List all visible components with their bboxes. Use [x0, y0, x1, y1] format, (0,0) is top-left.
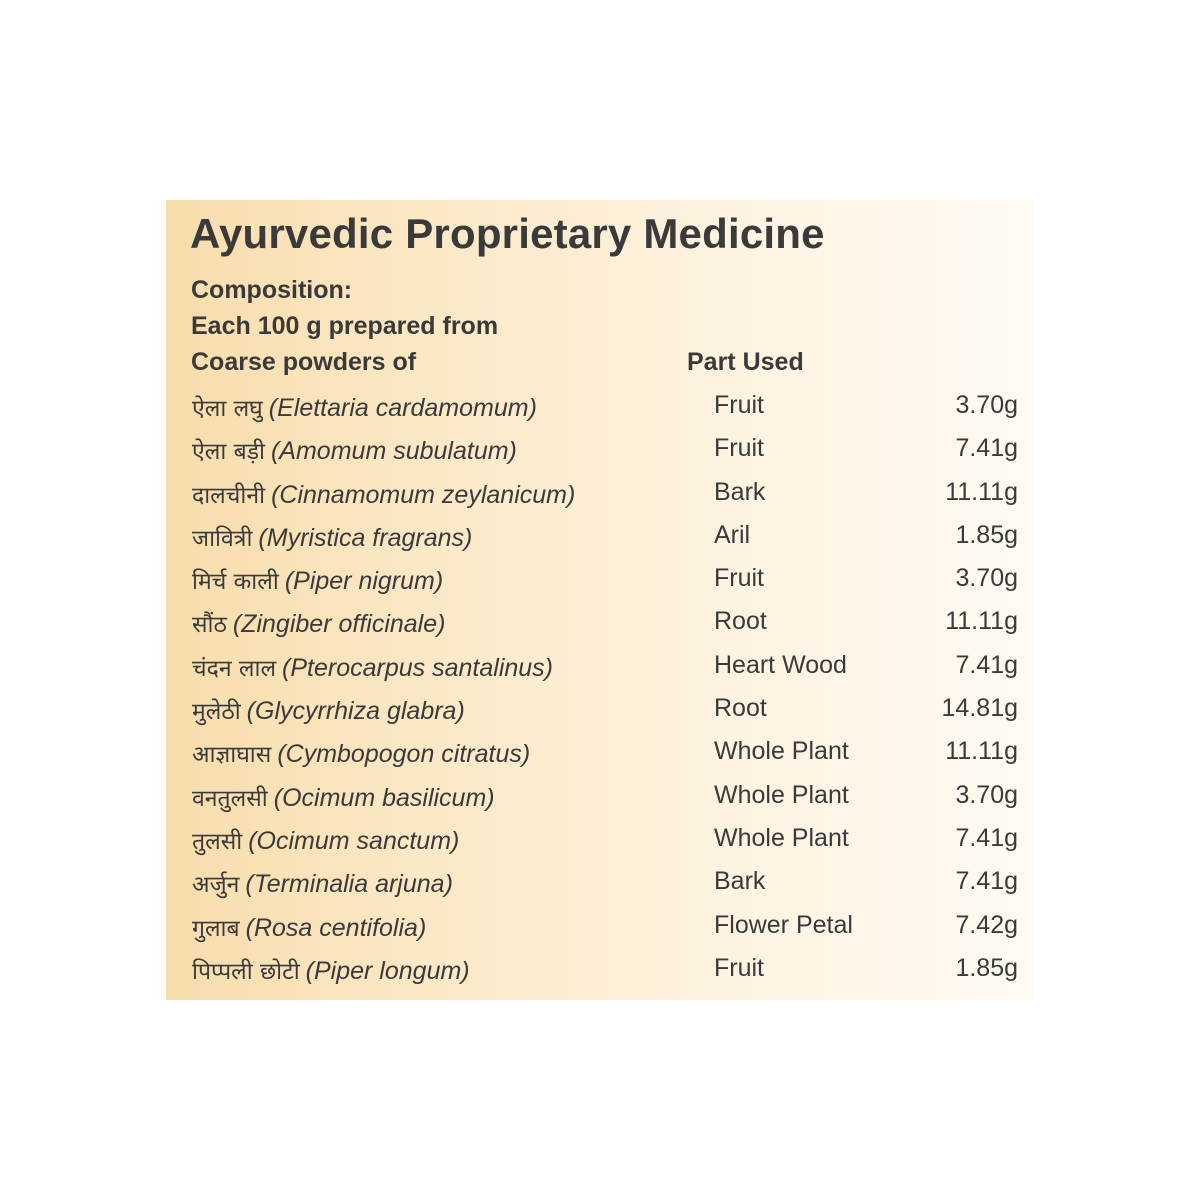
- ingredient-name: [192, 954, 470, 986]
- ingredient-hindi-name: सौंठ: [192, 612, 227, 639]
- ingredient-quantity: 3.70g: [955, 564, 1018, 593]
- composition-label-card: [166, 200, 1034, 1000]
- ingredient-row: [166, 688, 1034, 731]
- ingredient-part-used: Fruit: [714, 391, 764, 419]
- ingredients-column-header: Coarse powders of: [191, 348, 417, 376]
- ingredient-part-used: Whole Plant: [714, 737, 849, 766]
- ingredient-hindi-name: ऐला बड़ी: [192, 439, 265, 466]
- ingredient-part-used: Bark: [714, 477, 766, 506]
- ingredient-row: [166, 731, 1034, 774]
- ingredient-hindi-name: अर्जुन: [192, 872, 240, 899]
- ingredient-hindi-name: मिर्च काली: [192, 569, 279, 596]
- ingredient-row: [166, 428, 1034, 471]
- ingredient-hindi-name: जावित्री: [192, 525, 253, 552]
- ingredient-quantity: 7.41g: [955, 650, 1018, 679]
- ingredient-botanical-name: (Amomum subulatum): [270, 437, 517, 466]
- ingredient-quantity: 7.42g: [955, 910, 1018, 939]
- ingredient-name: [192, 824, 459, 856]
- ingredient-quantity: 3.70g: [955, 780, 1018, 809]
- ingredient-part-used: Bark: [714, 867, 766, 896]
- ingredient-name: [192, 651, 553, 683]
- ingredient-botanical-name: (Cymbopogon citratus): [277, 740, 531, 769]
- ingredient-part-used: Fruit: [714, 564, 764, 593]
- ingredient-quantity: 1.85g: [955, 520, 1018, 549]
- ingredient-row: [166, 601, 1034, 644]
- ingredient-row: [166, 515, 1034, 558]
- label-title: Ayurvedic Proprietary Medicine: [190, 210, 825, 257]
- ingredient-row: [166, 905, 1034, 948]
- ingredient-part-used: Root: [714, 694, 767, 723]
- ingredient-name: [192, 564, 443, 596]
- ingredient-hindi-name: दालचीनी: [192, 482, 266, 509]
- ingredient-hindi-name: पिप्पली छोटी: [192, 958, 300, 985]
- ingredient-hindi-name: वनतुलसी: [192, 785, 268, 812]
- ingredient-botanical-name: (Ocimum sanctum): [248, 826, 460, 855]
- ingredient-botanical-name: (Piper nigrum): [284, 567, 444, 596]
- ingredient-name: [192, 867, 453, 899]
- ingredient-part-used: Whole Plant: [714, 780, 849, 809]
- ingredient-row: [166, 645, 1034, 688]
- ingredient-row: [166, 818, 1034, 861]
- ingredient-botanical-name: (Rosa centifolia): [245, 913, 427, 942]
- ingredient-row: [166, 775, 1034, 818]
- ingredient-name: [192, 607, 445, 639]
- ingredient-name: [192, 781, 495, 813]
- ingredient-part-used: Whole Plant: [714, 823, 849, 852]
- composition-heading: Composition:: [191, 276, 353, 304]
- ingredient-name: [192, 478, 575, 510]
- ingredient-botanical-name: (Cinnamomum zeylanicum): [271, 480, 576, 509]
- ingredient-hindi-name: तुलसी: [192, 828, 243, 855]
- ingredient-part-used: Heart Wood: [714, 650, 847, 679]
- ingredient-quantity: 11.11g: [945, 737, 1018, 766]
- basis-line: Each 100 g prepared from: [191, 312, 499, 340]
- ingredient-row: [166, 558, 1034, 601]
- ingredient-part-used: Flower Petal: [714, 910, 853, 939]
- ingredient-hindi-name: चंदन लाल: [192, 655, 277, 682]
- ingredient-botanical-name: (Glycyrrhiza glabra): [246, 697, 465, 726]
- ingredient-row: [166, 861, 1034, 904]
- ingredient-list: [166, 385, 1034, 991]
- ingredient-quantity: 11.11g: [945, 607, 1018, 636]
- ingredient-botanical-name: (Myristica fragrans): [258, 523, 473, 552]
- ingredient-row: [166, 472, 1034, 515]
- ingredient-part-used: Aril: [714, 520, 751, 549]
- ingredient-quantity: 11.11g: [945, 477, 1018, 506]
- ingredient-hindi-name: ऐला लघु: [192, 396, 263, 422]
- ingredient-quantity: 7.41g: [955, 823, 1018, 852]
- ingredient-botanical-name: (Ocimum basilicum): [273, 783, 495, 812]
- ingredient-part-used: Root: [714, 607, 767, 636]
- ingredient-row: [166, 948, 1034, 991]
- ingredient-botanical-name: (Elettaria cardamomum): [268, 394, 537, 422]
- ingredient-hindi-name: गुलाब: [192, 915, 240, 942]
- ingredient-name: [192, 434, 517, 466]
- ingredient-quantity: 1.85g: [955, 953, 1018, 982]
- ingredient-botanical-name: (Zingiber officinale): [232, 610, 446, 639]
- ingredient-name: [192, 911, 426, 943]
- ingredient-botanical-name: (Terminalia arjuna): [245, 870, 453, 899]
- ingredient-quantity: 14.81g: [941, 694, 1018, 723]
- ingredient-row: [166, 385, 1034, 428]
- ingredient-part-used: Fruit: [714, 953, 764, 982]
- ingredient-botanical-name: (Piper longum): [305, 956, 470, 985]
- ingredient-hindi-name: आज्ञाघास: [192, 742, 272, 769]
- ingredient-quantity: 3.70g: [955, 391, 1018, 419]
- ingredient-name: [192, 391, 537, 423]
- ingredient-quantity: 7.41g: [955, 434, 1018, 463]
- ingredient-part-used: Fruit: [714, 434, 764, 463]
- ingredient-quantity: 7.41g: [955, 867, 1018, 896]
- part-used-column-header: Part Used: [687, 348, 804, 376]
- ingredient-name: [192, 694, 465, 726]
- ingredient-hindi-name: मुलेठी: [192, 699, 241, 726]
- ingredient-name: [192, 521, 472, 553]
- ingredient-botanical-name: (Pterocarpus santalinus): [282, 653, 554, 682]
- ingredient-name: [192, 737, 530, 769]
